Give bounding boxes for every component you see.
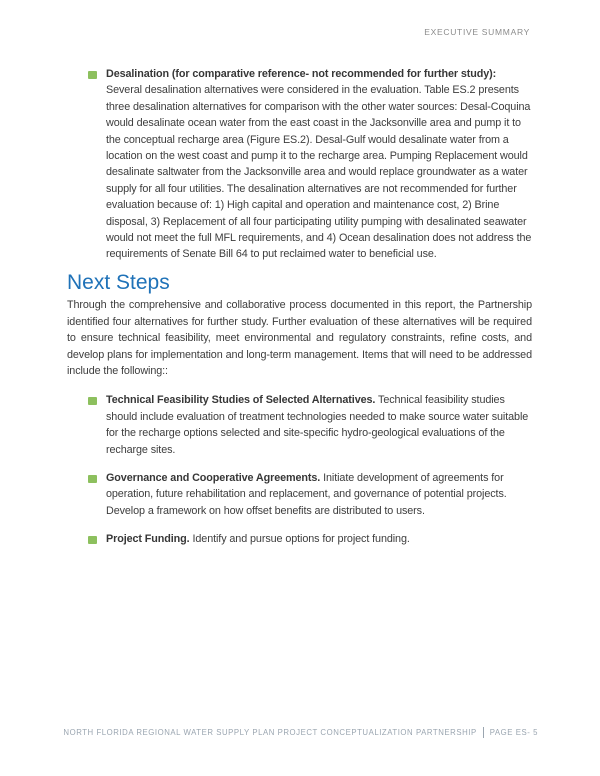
bullet-title: Governance and Cooperative Agreements. <box>106 471 321 484</box>
bullet-title: Technical Feasibility Studies of Selected Alternatives. <box>106 394 376 407</box>
green-square-bullet-icon <box>88 536 97 544</box>
bullet-body: Several desalination alternatives were considered in the evaluation. Table ES.2 presents three desalination alternatives for comparison with the other water sources: Desal-Coquina would desalinate ocean water from the east coast in the Jacksonville area and pump it to the conceptual recharge area (Figure ES.2). Desal-Gulf would desalinate water from a location on the west coast and pump it to the recharge area. Pumping Replacement would desalinate saltwater from the Jacksonville area and would replace groundwater as a water supply for all four utilities. The desalination alternatives are not recommended for further evaluation because of: 1) High capital and operation and maintenance cost, 2) Brine disposal, 3) Replacement of all four participating utility pumping with desalinated seawater would not meet the full MFL requirements, and 4) Ocean desalination does not address the requirements of Senate Bill 64 to put reclaimed water to beneficial use. <box>106 84 532 261</box>
bullet-text <box>106 66 532 263</box>
running-header-text: EXECUTIVE SUMMARY <box>424 27 530 37</box>
next-steps-heading: Next Steps <box>67 270 170 294</box>
bullet-text <box>106 531 532 547</box>
list-item-governance <box>88 470 532 519</box>
bullet-title: Project Funding. <box>106 533 190 546</box>
running-header <box>424 27 530 37</box>
footer-page-label: PAGE ES- 5 <box>489 728 538 737</box>
list-item-project-funding <box>88 531 532 547</box>
green-square-bullet-icon <box>88 71 97 79</box>
footer-text: NORTH FLORIDA REGIONAL WATER SUPPLY PLAN PROJECT CONCEPTUALIZATION PARTNERSHIP <box>63 728 477 737</box>
bullet-title: Desalination (for comparative reference- not recommended for further study): <box>106 68 497 80</box>
list-item-desalination <box>88 66 532 263</box>
next-steps-bullet-list <box>67 392 532 547</box>
desalination-bullet-list <box>67 66 532 263</box>
green-square-bullet-icon <box>88 397 97 405</box>
bullet-text <box>106 392 532 458</box>
footer-divider <box>483 727 484 738</box>
list-item-technical-feasibility <box>88 392 532 458</box>
next-steps-intro-paragraph: Through the comprehensive and collaborative process documented in this report, the Partnership identified four alternatives for further study. Further evaluation of these alternatives will be required to ensure technical feasibility, meet environmental and regulatory constraints, refine costs, and develop plans for implementation and long-term management. Items that will need to be addressed include the following:: <box>67 299 532 377</box>
bullet-text <box>106 470 532 519</box>
bullet-body: Identify and pursue options for project funding. <box>192 533 410 546</box>
page-footer <box>63 727 538 738</box>
bullet-body: Technical feasibility studies should include evaluation of treatment technologies needed to make source water suitable for the recharge options selected and site-specific hydro-geological evaluations of the recharge sites. <box>106 394 529 456</box>
page-content <box>67 66 532 548</box>
green-square-bullet-icon <box>88 475 97 483</box>
bullet-body: Initiate development of agreements for operation, future rehabilitation and replacement, and governance of potential projects. Develop a framework on how offset benefits are distributed to users. <box>106 471 507 517</box>
